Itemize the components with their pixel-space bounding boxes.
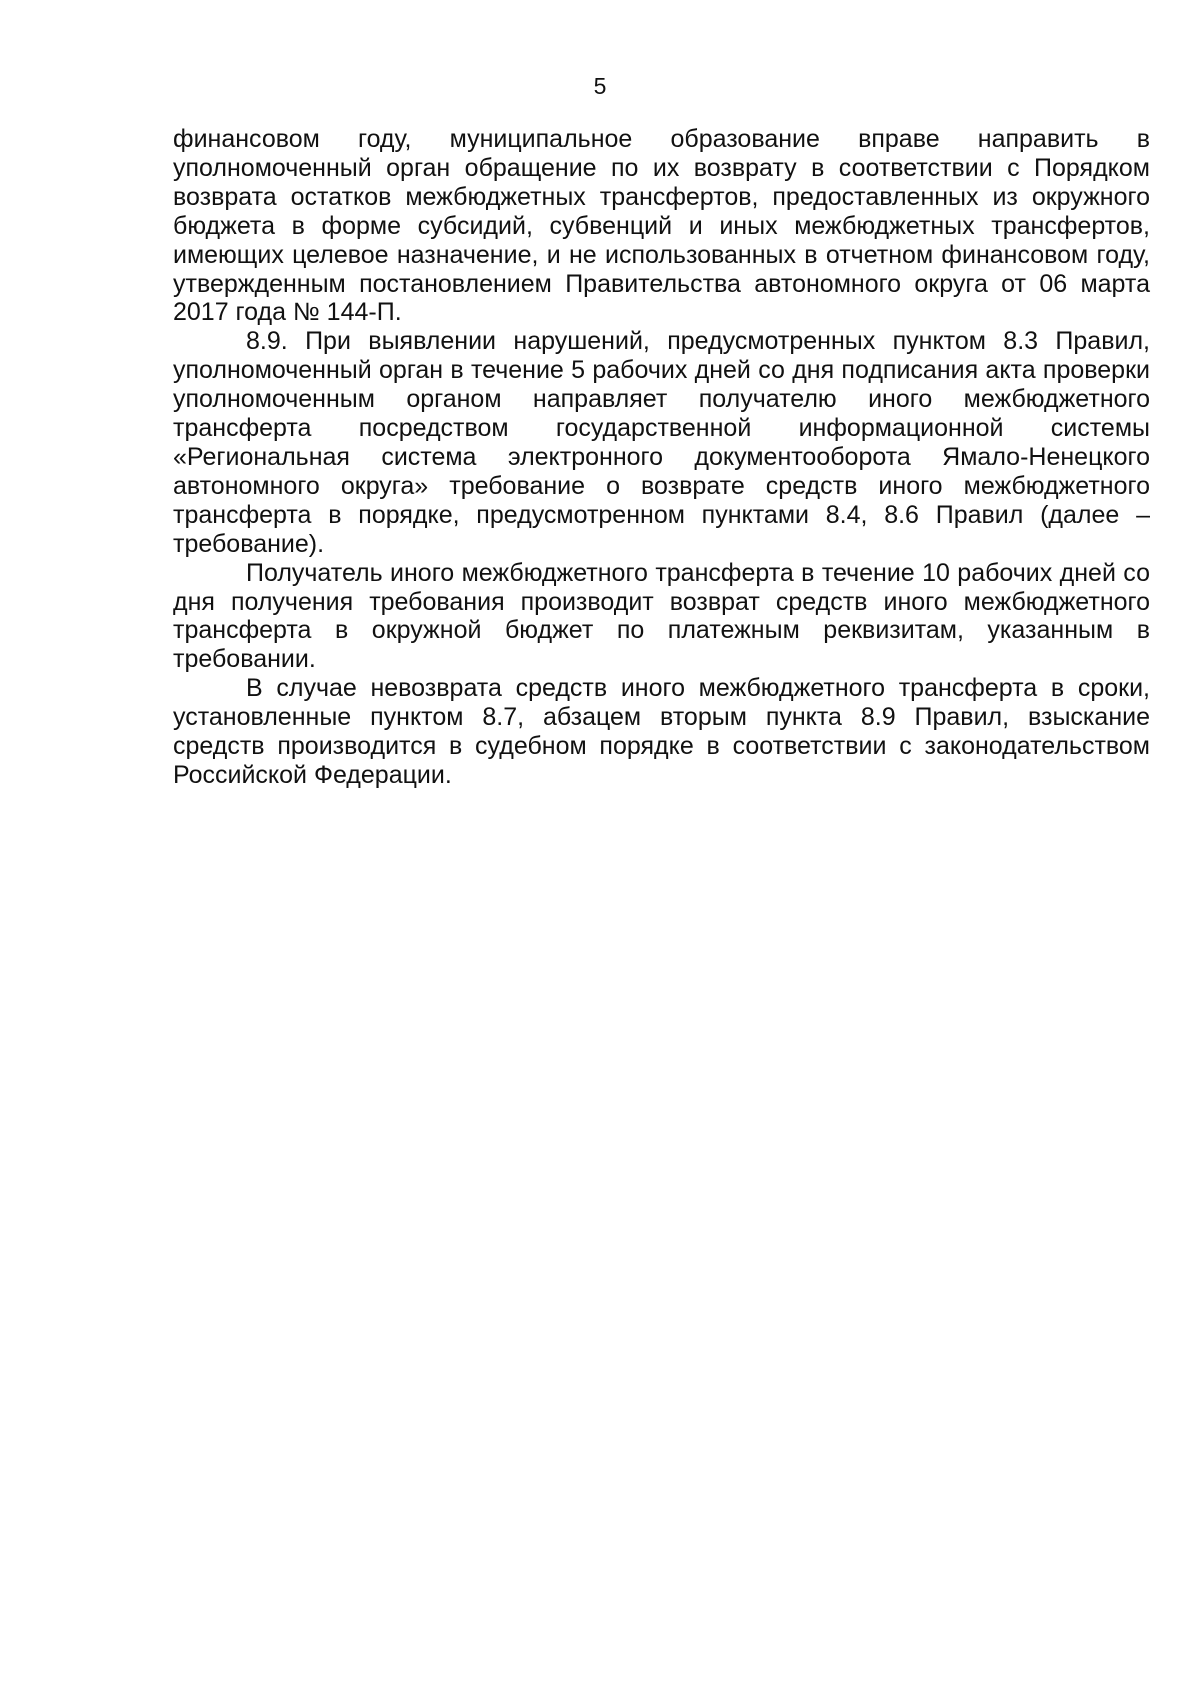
paragraph-return-funds: Получатель иного межбюджетного трансферта в течение 10 рабочих дней со дня получения требования производит возврат средств иного межбюджетного трансферта в окружной бюджет по платежным реквизитам, указанным в требовании. xyxy=(173,558,1150,674)
paragraph-court-recovery: В случае невозврата средств иного межбюджетного трансферта в сроки, установленные пунктом 8.7, абзацем вторым пункта 8.9 Правил, взыскание средств производится в судебном порядке в соответствии с законодательством Российской Федерации. xyxy=(173,674,1150,789)
paragraph-continuation: финансовом году, муниципальное образование вправе направить в уполномоченный орган обращение по их возврату в соответствии с Порядком возврата остатков межбюджетных трансфертов, предоставленных из окружного бюджета в форме субсидий, субвенций и иных межбюджетных трансфертов, имеющих целевое назначение, и не использованных в отчетном финансовом году, утвержденным постановлением Правительства автономного округа от 06 марта 2017 года № 144-П. xyxy=(173,125,1150,327)
paragraph-8-9: 8.9. При выявлении нарушений, предусмотренных пунктом 8.3 Правил, уполномоченный орган в течение 5 рабочих дней со дня подписания акта проверки уполномоченным органом направляет получателю иного межбюджетного трансферта посредством государственной информационной системы «Региональная система электронного документооборота Ямало-Ненецкого автономного округа» требование о возврате средств иного межбюджетного трансферта в порядке, предусмотренном пунктами 8.4, 8.6 Правил (далее – требование). xyxy=(173,327,1150,558)
page-number: 5 xyxy=(593,73,607,99)
document-body xyxy=(173,125,1150,790)
